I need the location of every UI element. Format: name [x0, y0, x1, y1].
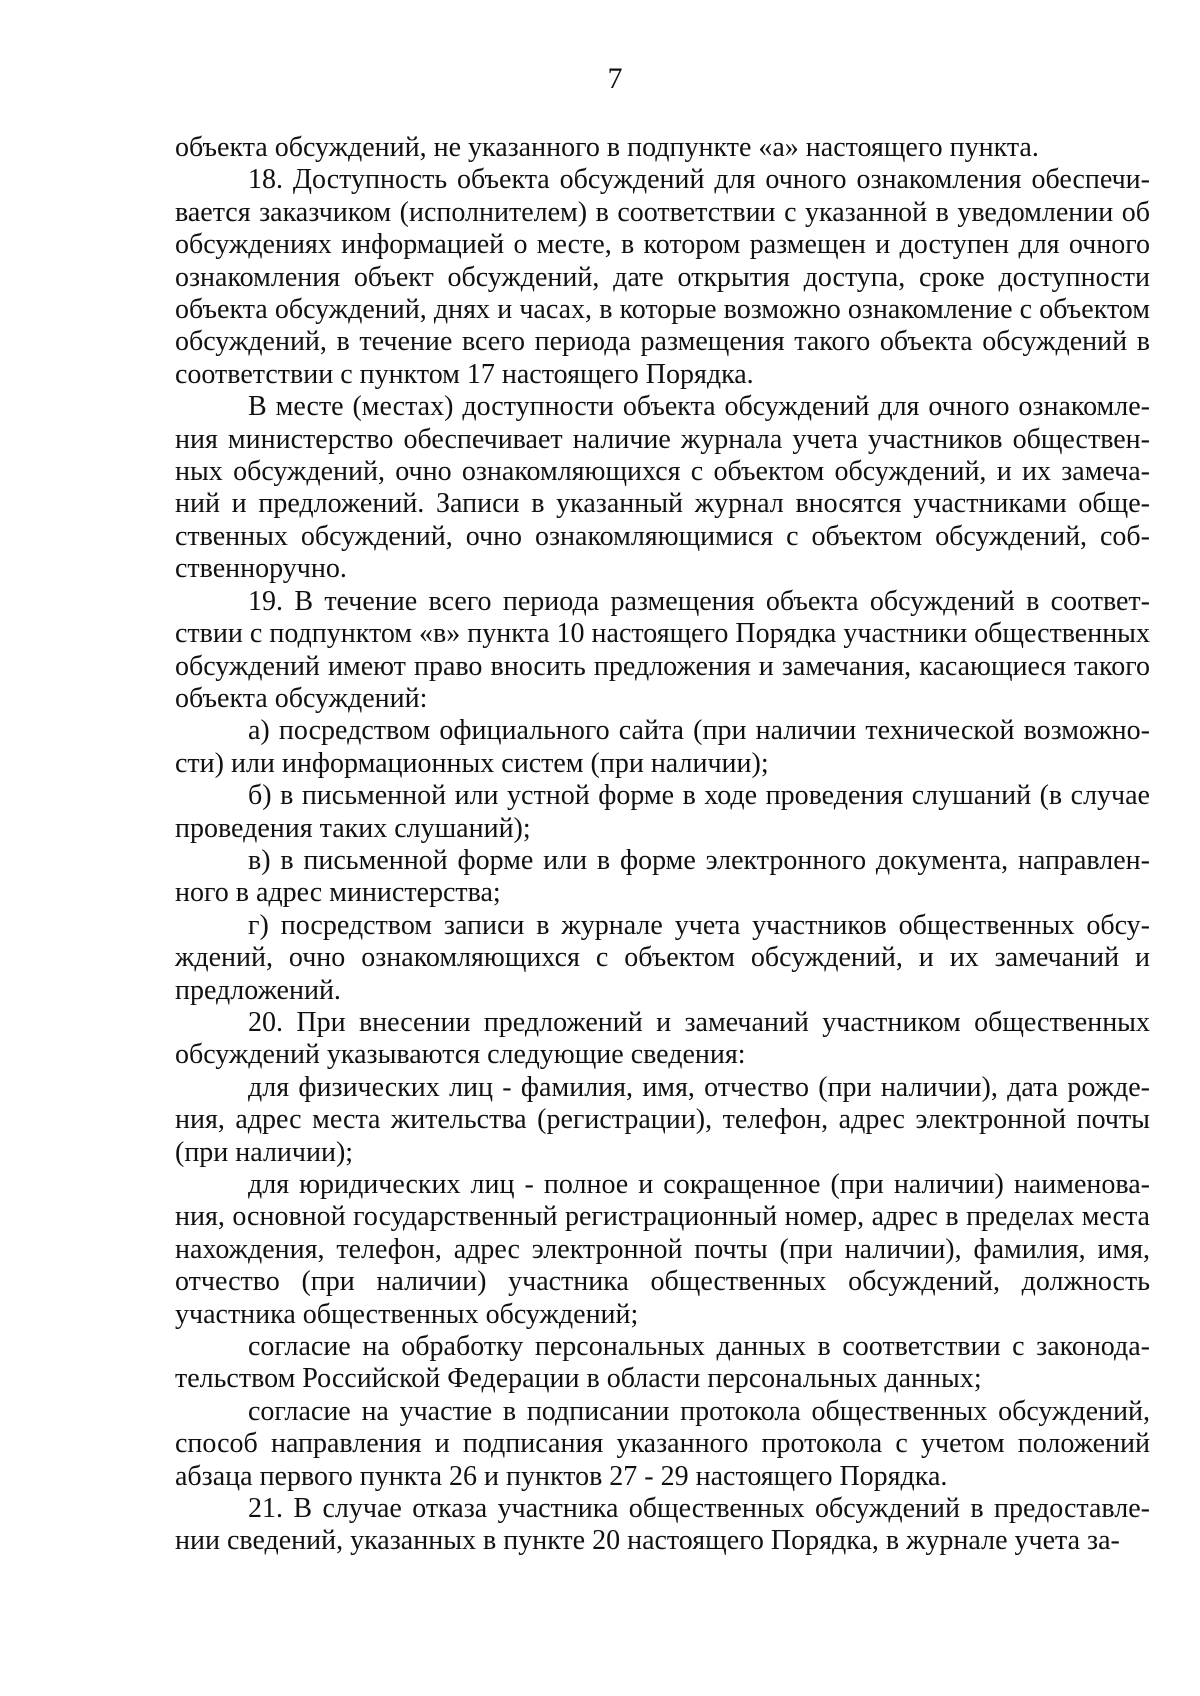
paragraph-item-19-v: в) в письменной форме или в форме электронного документа, направленного в адрес министерства;	[175, 844, 1150, 909]
paragraph-item-19-b: б) в письменной или устной форме в ходе проведения слушаний (в случае проведения таких слушаний);	[175, 780, 1150, 844]
page-number: 7	[607, 62, 623, 95]
paragraph-item-21: 21. В случае отказа участника общественных обсуждений в предоставлении сведений, указанных в пункте 20 настоящего Порядка, в журнале учета за-	[175, 1493, 1150, 1557]
paragraph-item-20: 20. При внесении предложений и замечаний участником общественных обсуждений указываются следующие сведения:	[175, 1006, 1150, 1071]
paragraph-item-18-journal: В месте (местах) доступности объекта обсуждений для очного ознакомления министерство обеспечивает наличие журнала учета участников общественных обсуждений, очно ознакомляющихся с объектом обсуждений, и их замечаний и предложений. Записи в указанный журнал вносятся участниками общественных обсуждений, очно ознакомляющимися с объектом обсуждений, собственноручно.	[175, 391, 1150, 585]
paragraph-item-18: 18. Доступность объекта обсуждений для очного ознакомления обеспечивается заказчиком (исполнителем) в соответствии с указанной в уведомлении об обсуждениях информацией о месте, в котором размещен и доступен для очного ознакомления объект обсуждений, дате открытия доступа, сроке доступности объекта обсуждений, днях и часах, в которые возможно ознакомление с объектом обсуждений, в течение всего периода размещения такого объекта обсуждений в соответствии с пунктом 17 настоящего Порядка.	[175, 164, 1150, 390]
document-body	[175, 132, 1150, 1558]
paragraph-continuation: объекта обсуждений, не указанного в подпункте «а» настоящего пункта.	[175, 132, 1039, 163]
paragraph-item-20-individuals: для физических лиц - фамилия, имя, отчество (при наличии), дата рождения, адрес места жительства (регистрации), телефон, адрес электронной почты (при наличии);	[175, 1071, 1150, 1168]
paragraph-item-19: 19. В течение всего периода размещения объекта обсуждений в соответствии с подпунктом «в» пункта 10 настоящего Порядка участники общественных обсуждений имеют право вносить предложения и замечания, касающиеся такого объекта обсуждений:	[175, 585, 1150, 714]
paragraph-item-20-legal-entities: для юридических лиц - полное и сокращенное (при наличии) наименования, основной государственный регистрационный номер, адрес в пределах места нахождения, телефон, адрес электронной почты (при наличии), фамилия, имя, отчество (при наличии) участника общественных обсуждений, должность участника общественных обсуждений;	[175, 1169, 1150, 1330]
paragraph-item-20-protocol-consent: согласие на участие в подписании протокола общественных обсуждений, способ направления и подписания указанного протокола с учетом положений абзаца первого пункта 26 и пунктов 27 - 29 настоящего Порядка.	[175, 1395, 1150, 1492]
paragraph-item-19-g: г) посредством записи в журнале учета участников общественных обсуждений, очно ознакомляющихся с объектом обсуждений, и их замечаний и предложений.	[175, 909, 1150, 1006]
paragraph-item-19-a: а) посредством официального сайта (при наличии технической возможности) или информационных систем (при наличии);	[175, 715, 1150, 779]
paragraph-item-20-data-consent: согласие на обработку персональных данных в соответствии с законодательством Российской Федерации в области персональных данных;	[175, 1331, 1150, 1395]
